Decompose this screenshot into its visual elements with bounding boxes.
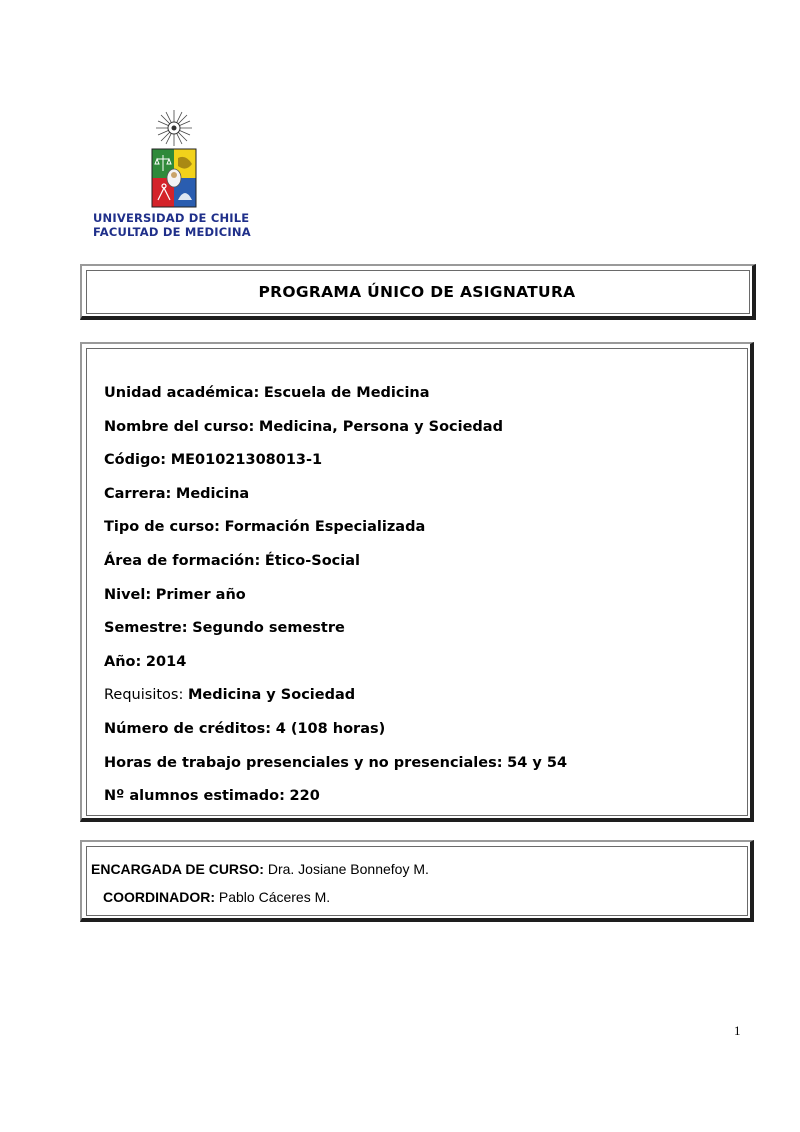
info-item-nivel: Nivel: Primer año <box>104 586 246 603</box>
course-info-list <box>104 384 567 821</box>
info-item-semestre: Semestre: Segundo semestre <box>104 620 345 637</box>
info-item-tipo: Tipo de curso: Formación Especializada <box>104 519 426 536</box>
info-item-requisitos: Requisitos: Medicina y Sociedad <box>104 687 356 704</box>
university-crest-icon <box>148 108 200 208</box>
info-item-carrera: Carrera: Medicina <box>104 485 250 502</box>
info-item-alumnos: Nº alumnos estimado: 220 <box>104 788 320 805</box>
course-info-box <box>80 342 754 822</box>
coordinador-line <box>103 889 330 905</box>
encargada-label: ENCARGADA DE CURSO: <box>91 861 264 877</box>
university-name <box>93 211 251 239</box>
title-box <box>80 264 756 320</box>
university-line: UNIVERSIDAD DE CHILE <box>93 211 250 225</box>
faculty-line: FACULTAD DE MEDICINA <box>93 225 251 239</box>
page-title: PROGRAMA ÚNICO DE ASIGNATURA <box>258 283 576 301</box>
page-number: 1 <box>734 1023 741 1038</box>
info-item-unidad: Unidad académica: Escuela de Medicina <box>104 385 430 401</box>
encargada-line <box>91 861 429 877</box>
info-item-anio: Año: 2014 <box>104 653 187 670</box>
encargada-name: Dra. Josiane Bonnefoy M. <box>267 861 429 877</box>
staff-box <box>80 840 754 922</box>
coordinador-name: Pablo Cáceres M. <box>218 889 331 905</box>
coordinador-label: COORDINADOR: <box>103 889 215 905</box>
info-item-nombre: Nombre del curso: Medicina, Persona y Sociedad <box>104 418 503 435</box>
info-item-area: Área de formación: Ético-Social <box>104 552 360 569</box>
info-item-creditos: Número de créditos: 4 (108 horas) <box>104 720 386 737</box>
info-item-codigo: Código: ME01021308013-1 <box>104 452 323 469</box>
info-item-horas: Horas de trabajo presenciales y no presenciales: 54 y 54 <box>104 754 568 771</box>
